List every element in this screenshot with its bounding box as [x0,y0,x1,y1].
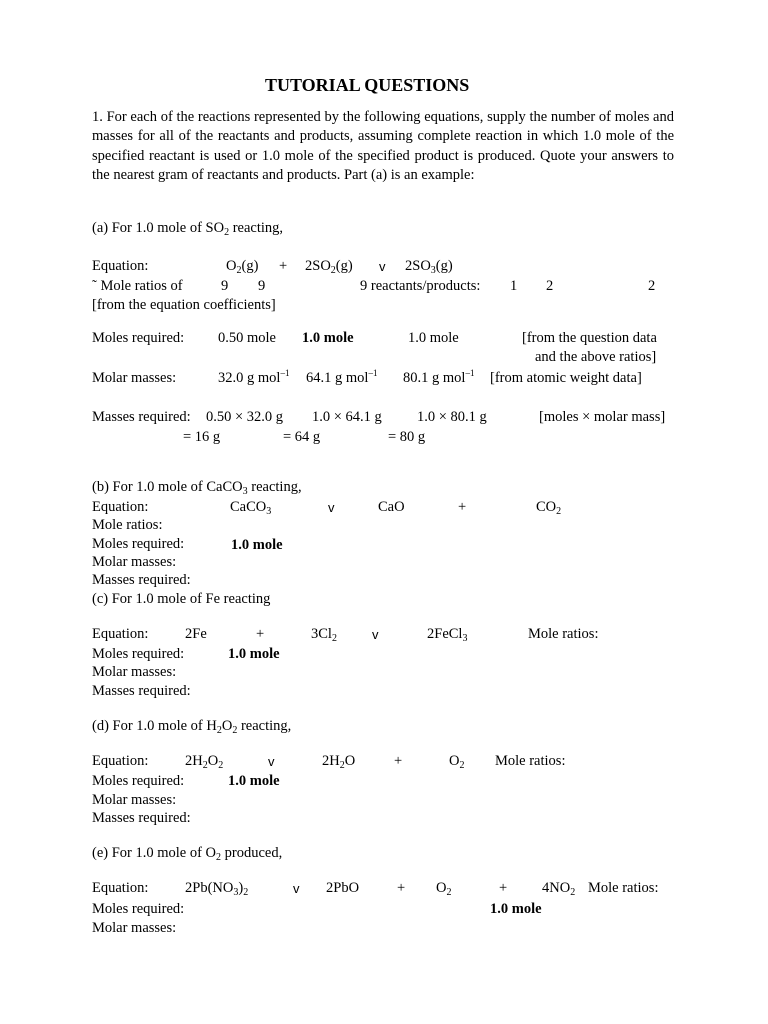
part-c-moles-value: 1.0 mole [228,646,280,662]
part-a-mass-1: 0.50 × 32.0 g [206,409,284,425]
part-a-from-question-2: and the above ratios] [535,349,657,365]
part-a-ratio-2: 2 [546,278,554,294]
part-a-ratio-1: 1 [510,278,518,294]
part-b-masses-required-label: Masses required: [92,572,191,588]
page-title: TUTORIAL QUESTIONS [265,75,470,95]
part-e-moles-value: 1.0 mole [490,901,542,917]
part-e-equation-label: Equation: [92,880,149,896]
part-c-molar-masses-label: Molar masses: [92,664,177,680]
part-e-plus-2: + [499,880,508,896]
part-a-reactants-products: 9 reactants/products: [360,278,481,294]
part-d-mole-ratios-label: Mole ratios: [495,753,566,769]
part-b-mole-ratios-label: Mole ratios: [92,517,163,533]
part-e-no2: $4NO_2$ [542,880,576,898]
part-a-molar-3: 80.1 g mol$^{-1}$ [403,368,475,386]
part-b-equation-label: Equation: [92,499,149,515]
part-c-mole-ratios-label: Mole ratios: [528,626,599,642]
part-a-mass-3: 1.0 × 80.1 g [417,409,487,425]
part-a-plus: + [279,258,288,274]
part-d-molar-masses-label: Molar masses: [92,792,177,808]
part-a-so2: $2SO_2(g)$ [305,258,353,276]
part-b-cao: CaO [378,499,405,515]
part-d-heading: (d) For 1.0 mole of $H_2O_2$ reacting, [92,718,292,736]
part-a-mole-ratios-label: ˜ Mole ratios of [92,278,183,294]
part-a-from-question-1: [from the question data [522,330,657,346]
part-d-arrow: v [268,754,275,769]
part-a-moles-required-label: Moles required: [92,330,185,346]
part-a-mass-note: [moles × molar mass] [539,409,666,425]
part-d-masses-required-label: Masses required: [92,810,191,826]
part-c-fe: 2Fe [185,626,207,642]
part-e-molar-masses-label: Molar masses: [92,920,177,936]
part-d-equation-label: Equation: [92,753,149,769]
part-d-moles-required-label: Moles required: [92,773,185,789]
part-b-caco3: CaCO$_3$ [230,499,272,517]
part-e-o2: $O_2$ [436,880,452,898]
part-e-pbo: 2PbO [326,880,360,896]
part-b-heading: (b) For 1.0 mole of CaCO$_3$ reacting, [92,479,302,497]
part-c-fecl3: 2FeCl$_3$ [427,626,468,644]
part-b-plus: + [458,499,467,515]
part-a-equation-label: Equation: [92,258,149,274]
part-a-so3: $2SO_3(g)$ [405,258,453,276]
part-a-nine-1: 9 [221,278,229,294]
part-a-moles-3: 1.0 mole [408,330,459,346]
part-d-h2o2: $2H_2O_2$ [185,753,224,771]
part-c-masses-required-label: Masses required: [92,683,191,699]
part-b-molar-masses-label: Molar masses: [92,554,177,570]
part-d-moles-value: 1.0 mole [228,773,280,789]
part-c-moles-required-label: Moles required: [92,646,185,662]
part-a-result-2: = 64 g [283,429,321,445]
part-d-plus: + [394,753,403,769]
part-a-moles-2: 1.0 mole [302,330,354,346]
part-a-from-atomic: [from atomic weight data] [490,370,642,386]
part-a-from-coefficients: [from the equation coefficients] [92,297,276,313]
part-a-ratio-3: 2 [648,278,656,294]
intro-paragraph: 1. For each of the reactions represented by the following equations, supply the number of moles and masses for all of the reactants and products, assuming complete reaction in which 1.0 mole of the specified reactant is used or 1.0 mole of the specified product is produced. Quote your answers to the nearest gram of reactants and products. Part (a) is an example: [92,109,674,184]
part-e-pbno3: $2Pb(NO_3)_2$ [185,880,249,898]
part-a-heading: (a) For 1.0 mole of $SO_2$ reacting, [92,220,284,238]
part-e-arrow: v [293,881,300,896]
part-e-moles-required-label: Moles required: [92,901,185,917]
part-b-moles-required-label: Moles required: [92,536,185,552]
part-d-h2o: $2H_2O$ [322,753,356,771]
part-c-heading: (c) For 1.0 mole of Fe reacting [92,591,271,607]
part-b-moles-value: 1.0 mole [231,537,283,553]
part-c-plus: + [256,626,265,642]
part-b-co2: $CO_2$ [536,499,562,517]
part-c-arrow: v [372,627,379,642]
part-a-masses-required-label: Masses required: [92,409,191,425]
part-c-equation-label: Equation: [92,626,149,642]
part-e-plus-1: + [397,880,406,896]
part-b-arrow: v [328,500,335,515]
part-a-moles-1: 0.50 mole [218,330,276,346]
part-a-molar-1: 32.0 g mol$^{-1}$ [218,368,290,386]
part-a-molar-2: 64.1 g mol$^{-1}$ [306,368,378,386]
part-a-molar-masses-label: Molar masses: [92,370,177,386]
part-e-mole-ratios-label: Mole ratios: [588,880,659,896]
part-a-result-1: = 16 g [183,429,221,445]
part-c-cl2: $3Cl_2$ [311,626,337,644]
part-a-nine-2: 9 [258,278,266,294]
part-e-heading: (e) For 1.0 mole of $O_2$ produced, [92,845,283,863]
part-a-mass-2: 1.0 × 64.1 g [312,409,382,425]
part-d-o2: $O_2$ [449,753,465,771]
part-a-result-3: = 80 g [388,429,426,445]
part-a-arrow: v [379,259,386,274]
part-a-o2: $O_2(g)$ [226,258,259,276]
